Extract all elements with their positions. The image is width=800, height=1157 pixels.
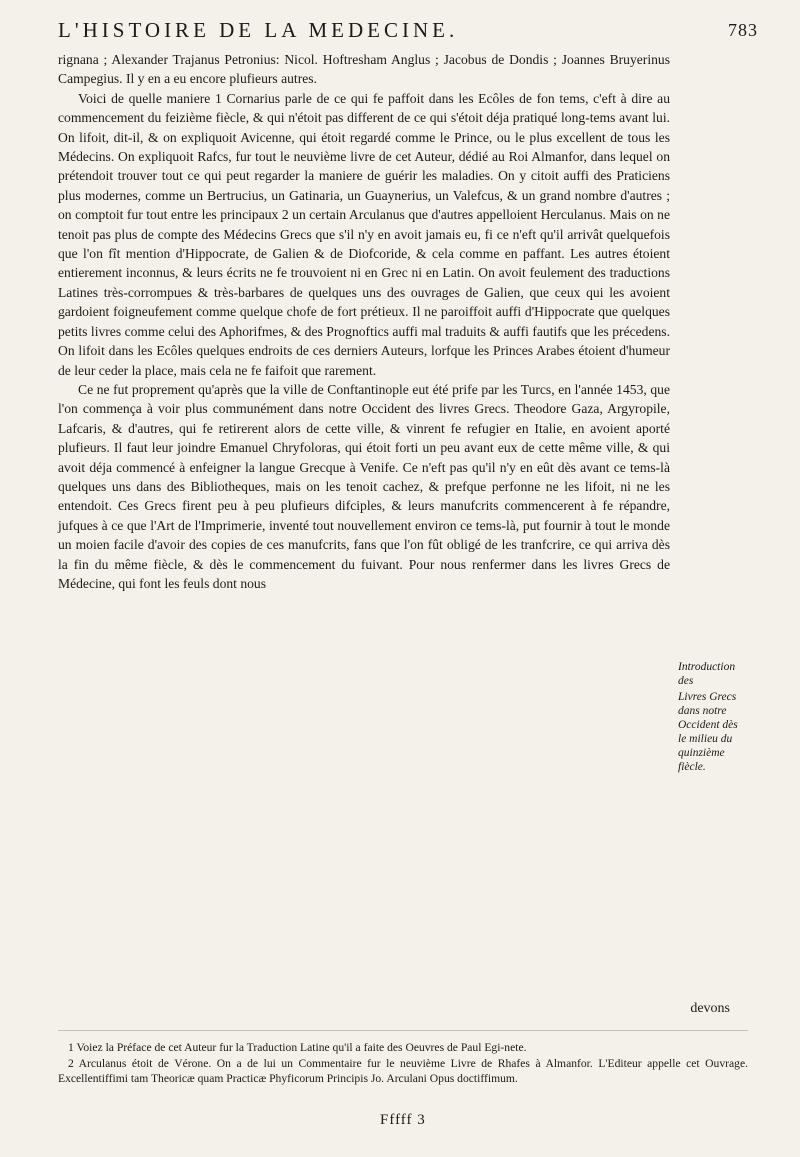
footnote-2: 2 Arculanus étoit de Vérone. On a de lui un Commentaire fur le neuvième Livre de Rhafes à Almanfor. L'Editeur appelle cet Ouvrage. Excellentiffimi tam Theoricæ quam Practicæ Phyficorum Principis Jo. Arculani Opus doctiffimum. (58, 1057, 748, 1085)
page-number: 783 (728, 20, 758, 40)
margin-note-1 (678, 660, 748, 688)
signature-mark: Fffff 3 (380, 1112, 426, 1128)
paragraph-1: rignana ; Alexander Trajanus Petronius: Nicol. Hoftresham Anglus ; Jacobus de Dondis ; Joannes Bruyerinus Campegius. Il y en a eu encore plufieurs autres. (58, 52, 670, 87)
main-text (58, 50, 670, 593)
catchword: devons (690, 1001, 730, 1016)
footnote-1: 1 Voiez la Préface de cet Auteur fur la Traduction Latine qu'il a faite des Oeuvres de Paul Egi-nete. (68, 1041, 527, 1054)
footnote-rule (58, 1030, 748, 1031)
paragraph-3: Ce ne fut proprement qu'après que la ville de Conftantinople eut été prife par les Turcs, en l'année 1453, que l'on commença à voir plus communément dans notre Occident des livres Grecs. Theodore Gaza, Argyropile, Lafcaris, & d'autres, qui fe retirerent alors de cette ville, & vinrent fe refugier en Italie, en avoient aporté plufieurs. Il faut leur joindre Emanuel Chryfoloras, qui étoit forti un peu avant eux de cette même ville, & qui avoit déja commencé à enfeigner la langue Grecque à Venife. Ce n'eft pas qu'il n'y en eût dès avant ce tems-là quelques uns dans des Bibliotheques, mais on les tenoit cachez, & prefque perfonne ne les lifoit, ni ne les entendoit. Ces Grecs firent peu à peu plufieurs difciples, & leurs manufcrits commencerent à fe répandre, jufques à ce que l'Art de l'Imprimerie, inventé tout nouvellement environ ce tems-là, put fournir à tout le monde un moien facile d'avoir des copies de ces manufcrits, fans que l'on fût obligé de les tranfcrire, ce qui arriva dès la fin du même fiècle, & dès le commencement du fuivant. Pour nous renfermer dans les livres Grecs de Médecine, qui font les feuls dont nous (58, 381, 670, 591)
margin-note-2 (678, 690, 748, 774)
running-title: L'HISTOIRE DE LA MEDECINE. (58, 18, 459, 42)
margin-note-1-text: Introduction des (678, 661, 736, 687)
running-header (58, 18, 758, 46)
footnotes (58, 1040, 748, 1087)
paragraph-2: Voici de quelle maniere 1 Cornarius parle de ce qui fe paffoit dans les Ecôles de fon tems, c'eft à dire au commencement du feizième fiècle, & qui n'étoit pas different de ce qui s'étoit déja pratiqué long-tems avant lui. On lifoit, dit-il, & on expliquoit Avicenne, qui étoit regardé comme le Prince, ou le plus excellent de tous les Médecins. On expliquoit Rafcs, fur tout le neuvième livre de cet Auteur, dédié au Roi Almanfor, dans lequel on prétendoit trouver tout ce qui peut regarder la maniere de guérir les maladies. On y citoit auffi des Praticiens plus modernes, comme un Bertrucius, un Gatinaria, un Guaynerius, un Valefcus, & un grand nombre d'autres ; on comptoit fur tout entre les principaux 2 un certain Arculanus que d'autres appelloient Herculanus. Mais on ne tenoit pas plus de compte des Médecins Grecs que s'il n'y en avoit jamais eu, fi ce n'eft qu'il arrivât quelquefois que l'on fît mention d'Hippocrate, de Galien & de Diofcoride, & cela comme en paffant. Les autres étoient entierement inconnus, & leurs écrits ne fe trouvoient ni en Grec ni en Latin. On avoit feulement des traductions Latines très-corrompues & très-barbares de quelques uns des ouvrages de Galien, que ceux qui les avoient gardoient foigneufement comme quelque chofe de fort prétieux. Il ne paroiffoit auffi d'Hippocrate que quelques petits livres comme celui des Aphorifmes, & des Prognoftics auffi mal traduits & auffi fautifs que les précedens. On lifoit dans les Ecôles quelques endroits de ces derniers Auteurs, lorfque les Princes Arabes étoient d'humeur de leur ceder la place, mais cela ne fe faifoit que rarement. (58, 90, 670, 378)
margin-note-2-text: Livres Grecs dans notre Occident dès le milieu du quinzième fiècle. (678, 691, 738, 773)
